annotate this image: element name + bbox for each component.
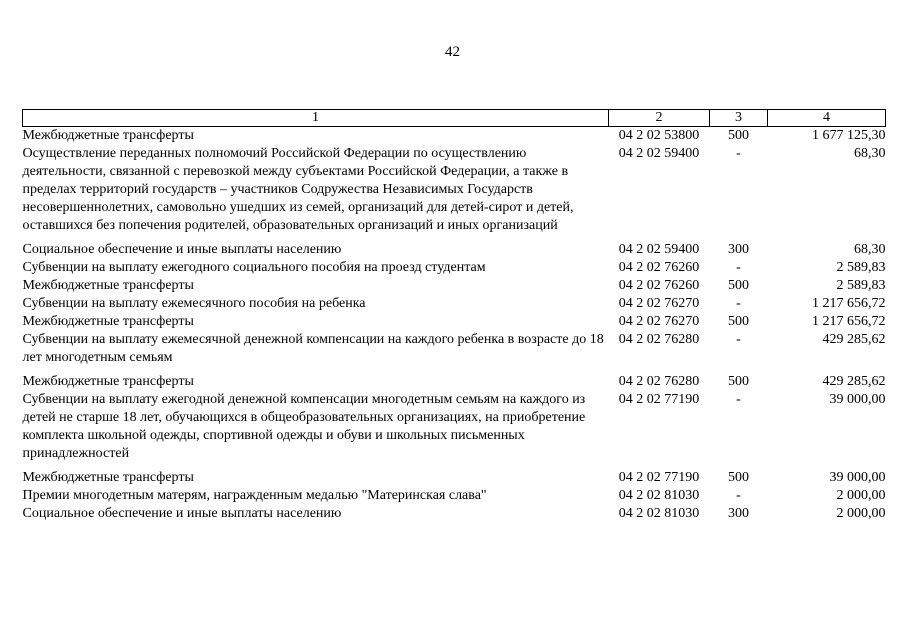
row-code: 04 2 02 77190 bbox=[618, 392, 700, 407]
row-amount: 39 000,00 bbox=[829, 392, 886, 407]
row-name: Субвенции на выплату ежегодного социального пособия на проезд студентам bbox=[22, 260, 486, 275]
table-row bbox=[23, 331, 886, 373]
row-name: Субвенции на выплату ежегодной денежной компенсации многодетным семьям на каждого из детей не старше 18 лет, обучающихся в общеобразовательных организациях, на приобретение комплекта школьной одежды, спортивной одежды и обуви и школьных письменных принадлежностей bbox=[22, 392, 586, 461]
table-row bbox=[23, 127, 886, 146]
row-amount: 2 000,00 bbox=[836, 506, 886, 521]
row-code: 04 2 02 76260 bbox=[618, 278, 700, 293]
row-amount: 429 285,62 bbox=[822, 374, 886, 389]
header-row bbox=[23, 110, 886, 127]
column-header-4: 4 bbox=[768, 110, 886, 127]
column-header-3: 3 bbox=[710, 110, 768, 127]
table-row bbox=[23, 295, 886, 313]
row-amount: 2 589,83 bbox=[836, 260, 886, 275]
row-code: 04 2 02 81030 bbox=[618, 506, 700, 521]
row-expense-type: - bbox=[736, 296, 741, 311]
row-name: Межбюджетные трансферты bbox=[22, 278, 194, 293]
page-number: 42 bbox=[445, 44, 460, 60]
row-amount: 1 217 656,72 bbox=[812, 296, 886, 311]
table-body bbox=[23, 127, 886, 524]
row-expense-type: - bbox=[736, 146, 741, 161]
row-expense-type: 500 bbox=[728, 374, 749, 389]
row-code: 04 2 02 77190 bbox=[618, 470, 700, 485]
row-amount: 68,30 bbox=[854, 242, 886, 257]
row-amount: 39 000,00 bbox=[829, 470, 886, 485]
row-name: Межбюджетные трансферты bbox=[22, 128, 194, 143]
table-row bbox=[23, 313, 886, 331]
table-header bbox=[23, 110, 886, 127]
table-row bbox=[23, 145, 886, 241]
table-row bbox=[23, 505, 886, 523]
row-name: Межбюджетные трансферты bbox=[22, 470, 194, 485]
row-amount: 1 677 125,30 bbox=[812, 128, 886, 143]
row-name: Социальное обеспечение и иные выплаты населению bbox=[22, 242, 342, 257]
row-code: 04 2 02 76270 bbox=[618, 314, 700, 329]
row-name: Субвенции на выплату ежемесячного пособия на ребенка bbox=[22, 296, 366, 311]
row-expense-type: 500 bbox=[728, 128, 749, 143]
row-expense-type: 300 bbox=[728, 506, 749, 521]
table-row bbox=[23, 469, 886, 487]
row-expense-type: 500 bbox=[728, 470, 749, 485]
row-amount: 1 217 656,72 bbox=[812, 314, 886, 329]
row-expense-type: - bbox=[736, 332, 741, 347]
row-code: 04 2 02 76270 bbox=[618, 296, 700, 311]
table-row bbox=[23, 277, 886, 295]
row-expense-type: - bbox=[736, 392, 741, 407]
table-row bbox=[23, 487, 886, 505]
row-code: 04 2 02 81030 bbox=[618, 488, 700, 503]
row-code: 04 2 02 59400 bbox=[618, 242, 700, 257]
table-row bbox=[23, 241, 886, 259]
table-row bbox=[23, 391, 886, 469]
row-amount: 2 589,83 bbox=[836, 278, 886, 293]
budget-table bbox=[22, 109, 886, 523]
row-amount: 2 000,00 bbox=[836, 488, 886, 503]
row-code: 04 2 02 76280 bbox=[618, 374, 700, 389]
row-expense-type: - bbox=[736, 260, 741, 275]
row-expense-type: 500 bbox=[728, 278, 749, 293]
row-name: Субвенции на выплату ежемесячной денежной компенсации на каждого ребенка в возрасте до 18 лет многодетным семьям bbox=[22, 332, 604, 365]
row-name: Межбюджетные трансферты bbox=[22, 314, 194, 329]
row-code: 04 2 02 76280 bbox=[618, 332, 700, 347]
row-name: Социальное обеспечение и иные выплаты населению bbox=[22, 506, 342, 521]
row-amount: 429 285,62 bbox=[822, 332, 886, 347]
row-name: Межбюджетные трансферты bbox=[22, 374, 194, 389]
row-name: Премии многодетным матерям, награжденным медалью "Материнская слава" bbox=[22, 488, 487, 503]
row-code: 04 2 02 76260 bbox=[618, 260, 700, 275]
row-code: 04 2 02 53800 bbox=[618, 128, 700, 143]
column-header-1: 1 bbox=[23, 110, 609, 127]
row-expense-type: 500 bbox=[728, 314, 749, 329]
table-row bbox=[23, 259, 886, 277]
column-header-2: 2 bbox=[609, 110, 710, 127]
row-code: 04 2 02 59400 bbox=[618, 146, 700, 161]
table-row bbox=[23, 373, 886, 391]
row-expense-type: 300 bbox=[728, 242, 749, 257]
row-amount: 68,30 bbox=[854, 146, 886, 161]
row-name: Осуществление переданных полномочий Российской Федерации по осуществлению деятельности, связанной с перевозкой между субъектами Российской Федерации, а также в пределах территорий государств – участников Содружества Независимых Государств несовершеннолетних, самовольно ушедших из семей, организаций для детей-сирот и детей, оставшихся без попечения родителей, образовательных организаций и иных организаций bbox=[22, 146, 574, 233]
row-expense-type: - bbox=[736, 488, 741, 503]
